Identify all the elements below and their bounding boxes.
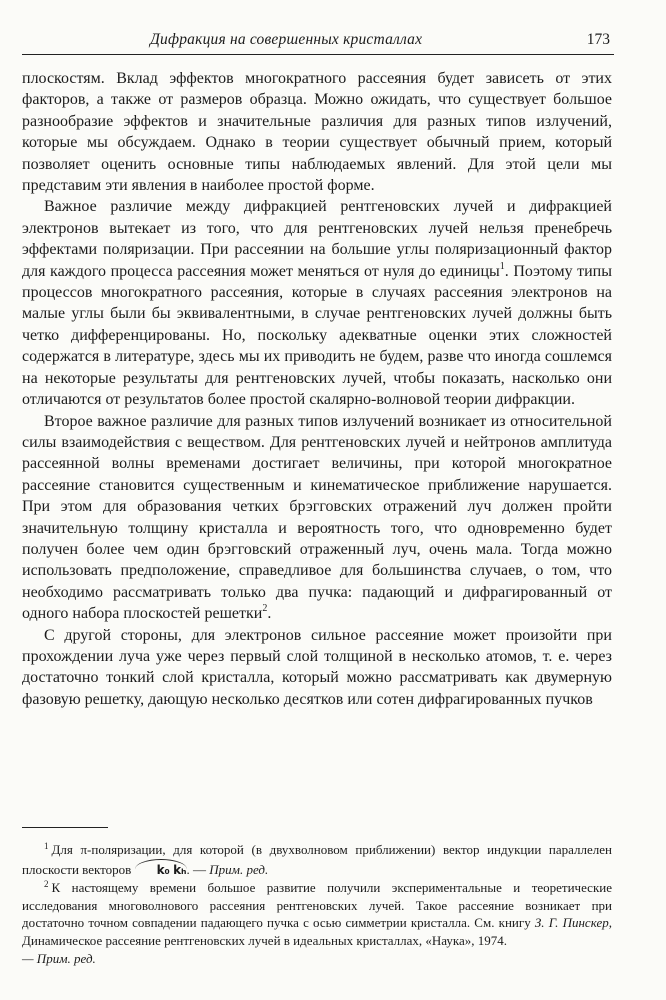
paragraph-3-text-a: Второе важное различие для разных типов излучений возникает из относительной силы взаимодействия с веществом. Для рентгеновских лучей и нейтронов амплитуда рассеянной волны временами достигает величины, при которой многократное рассеяние становится существенным и кинематическое приближение нарушается. При этом для образования четких брэгговских отражений луч должен пройти значительную толщину кристалла и вероятность того, что одновременно будет получен более чем один брэгговский отраженный луч, очень мала. Тогда можно использовать предположение, справедливое для большинства случаев, о том, что необходимо рассматривать только два пучка: падающий и дифрагированный от одного набора плоскостей решетки	[22, 412, 612, 623]
footnote-2-editor-note-line	[22, 950, 612, 968]
vector-arc	[135, 859, 187, 880]
footnote-ref-1: 1	[499, 260, 505, 272]
footnote-2-mark: 2	[44, 879, 49, 890]
paragraph-2-text-b: . Поэтому типы процессов многократного рассеяния, которые в случаях рассеяния электронов на малые углы были бы эквивалентными, в случае рентгеновских лучей должны быть четко дифференцированы. Но, поскольку адекватные оценки этих сложностей содержатся в литературе, здесь мы их приводить не будем, разве что иногда сошлемся на некоторые результаты для рентгеновских лучей, чтобы показать, насколько они отличаются от результатов более простой скалярно-волновой теории дифракции.	[22, 262, 612, 409]
footnote-2-editor-note: — Прим. ред.	[22, 950, 96, 966]
footnote-2-text-a: К настоящему времени большое развитие получили экспериментальные и теоретические исследования многоволнового рассеяния рентгеновских лучей. Такое рассеяние возникает при достаточно точном совпадении падающего пучка с осью симметрии кристалла. См. книгу	[22, 880, 612, 931]
paragraph-2-text-a: Важное различие между дифракцией рентгеновских лучей и дифракцией электронов вытекает из того, что для рентгеновских лучей нельзя пренебречь эффектами поляризации. При рассеянии на большие углы поляризационный фактор для каждого процесса рассеяния может меняться от нуля до единицы	[22, 198, 612, 280]
footnote-ref-2: 2	[262, 603, 268, 615]
footnote-1-text-b: . —	[186, 861, 210, 877]
footnote-2-author: З. Г. Пинскер	[534, 915, 609, 931]
footnote-1	[22, 841, 612, 879]
footnote-divider	[22, 827, 108, 828]
paragraph-4: С другой стороны, для электронов сильное рассеяние может произойти при прохождении луча уже через первый слой толщиной в несколько атомов, т. е. через достаточно тонкий слой кристалла, который можно рассматривать как двумерную фазовую решетку, дающую несколько десятков или сотен дифрагированных пучков	[22, 626, 612, 708]
main-text	[22, 68, 612, 710]
footnote-1-text-a: Для π-поляризации, для которой (в двухволновом приближении) вектор индукции параллелен плоскости векторов	[22, 842, 612, 877]
footnotes	[22, 841, 612, 967]
paragraph-3	[22, 411, 612, 625]
footnote-1-mark: 1	[44, 841, 49, 851]
paragraph-1: плоскостям. Вклад эффектов многократного рассеяния будет зависеть от этих факторов, а также от размеров образца. Можно ожидать, что существует большое разнообразие эффектов и значительные различия для разных типов излучений, которые мы обсуждаем. Однако в теории существует обычный прием, который позволяет оценить основные типы наблюдаемых явлений. Для этой цели мы представим эти явления в наиболее простой форме.	[22, 70, 612, 195]
running-header	[22, 28, 614, 55]
paragraph-3-text-b: .	[267, 605, 272, 623]
footnote-2-text-b: , Динамическое рассеяние рентгеновских лучей в идеальных кристаллах, «Наука», 1974.	[22, 915, 612, 948]
page-number: 173	[586, 31, 610, 48]
footnote-1-editor-note: Прим. ред.	[209, 861, 269, 877]
paragraph-2	[22, 196, 612, 410]
footnote-2	[22, 879, 612, 949]
vector-kh: kₕ	[173, 862, 187, 877]
vector-k0: k₀	[156, 862, 170, 877]
running-title: Дифракция на совершенных кристаллах	[150, 31, 423, 48]
